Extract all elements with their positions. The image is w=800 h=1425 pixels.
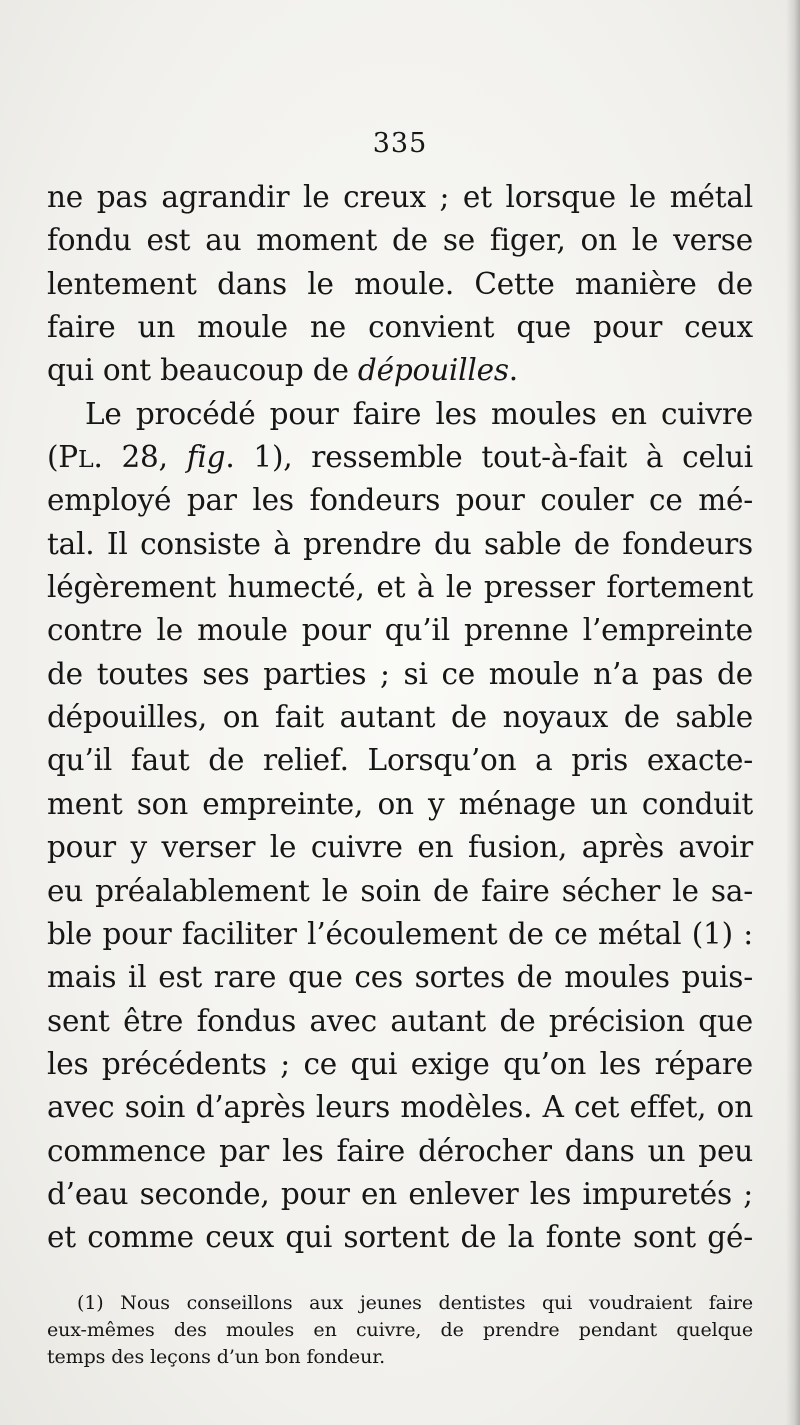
text-line: faire un moule ne convient que pour ceux <box>47 310 753 345</box>
text-line <box>47 349 753 392</box>
italic-figure-ref: fig <box>186 440 226 475</box>
small-caps-run: L <box>77 445 94 474</box>
text-line: et comme ceux qui sortent de la fonte sont gé- <box>47 1220 753 1255</box>
text-line: légèrement humecté, et à le presser fortement <box>47 570 753 605</box>
text-line: ble pour faciliter l’écoulement de ce métal (1) : <box>47 916 753 951</box>
text-run: . 28, <box>93 440 187 475</box>
text-line: sent être fondus avec autant de précision que <box>47 1003 753 1038</box>
footnote <box>47 1290 753 1371</box>
text-line <box>47 436 753 479</box>
text-line: pour y verser le cuivre en fusion, après avoir <box>47 830 753 865</box>
text-line: commence par les faire dérocher dans un peu <box>47 1133 753 1168</box>
text-line: qu’il faut de relief. Lorsqu’on a pris exacte- <box>47 743 753 778</box>
text-line: ment son empreinte, on y ménage un conduit <box>47 786 753 821</box>
text-run: . <box>508 353 518 388</box>
footnote-line: (1) Nous conseillons aux jeunes dentistes qui voudraient faire <box>77 1292 753 1314</box>
text-line: dépouilles, on fait autant de noyaux de sable <box>47 700 753 735</box>
page-number: 335 <box>372 128 428 159</box>
text-line: lentement dans le moule. Cette manière de <box>47 266 753 301</box>
text-line: les précédents ; ce qui exige qu’on les répare <box>47 1046 753 1081</box>
body-text <box>47 176 753 1260</box>
text-line: mais il est rare que ces sortes de moules puis- <box>47 960 753 995</box>
text-line: ne pas agrandir le creux ; et lorsque le métal <box>47 180 753 214</box>
text-line: eu préalablement le soin de faire sécher le sa- <box>47 873 753 908</box>
text-line: d’eau seconde, pour en enlever les impuretés ; <box>47 1176 753 1211</box>
page-edge-shadow <box>786 0 800 1425</box>
footnote-line: temps des leçons d’un bon fondeur. <box>47 1346 386 1368</box>
footnote-line: eux-mêmes des moules en cuivre, de prendre pendant quelque <box>47 1319 753 1341</box>
text-line: de toutes ses parties ; si ce moule n’a pas de <box>47 656 753 691</box>
paragraph-start-line: Le procédé pour faire les moules en cuivre <box>85 396 753 431</box>
text-run: (P <box>47 440 78 475</box>
text-line: avec soin d’après leurs modèles. A cet effet, on <box>47 1090 753 1125</box>
text-line: tal. Il consiste à prendre du sable de fondeurs <box>47 526 753 561</box>
italic-term: dépouilles <box>357 353 509 388</box>
text-run: qui ont beaucoup de <box>47 353 358 388</box>
text-line: employé par les fondeurs pour couler ce mé- <box>47 483 753 518</box>
text-line: fondu est au moment de se figer, on le verse <box>47 223 753 258</box>
text-line: contre le moule pour qu’il prenne l’empreinte <box>47 613 753 648</box>
text-run: . 1), ressemble tout-à-fait à celui <box>225 440 753 475</box>
